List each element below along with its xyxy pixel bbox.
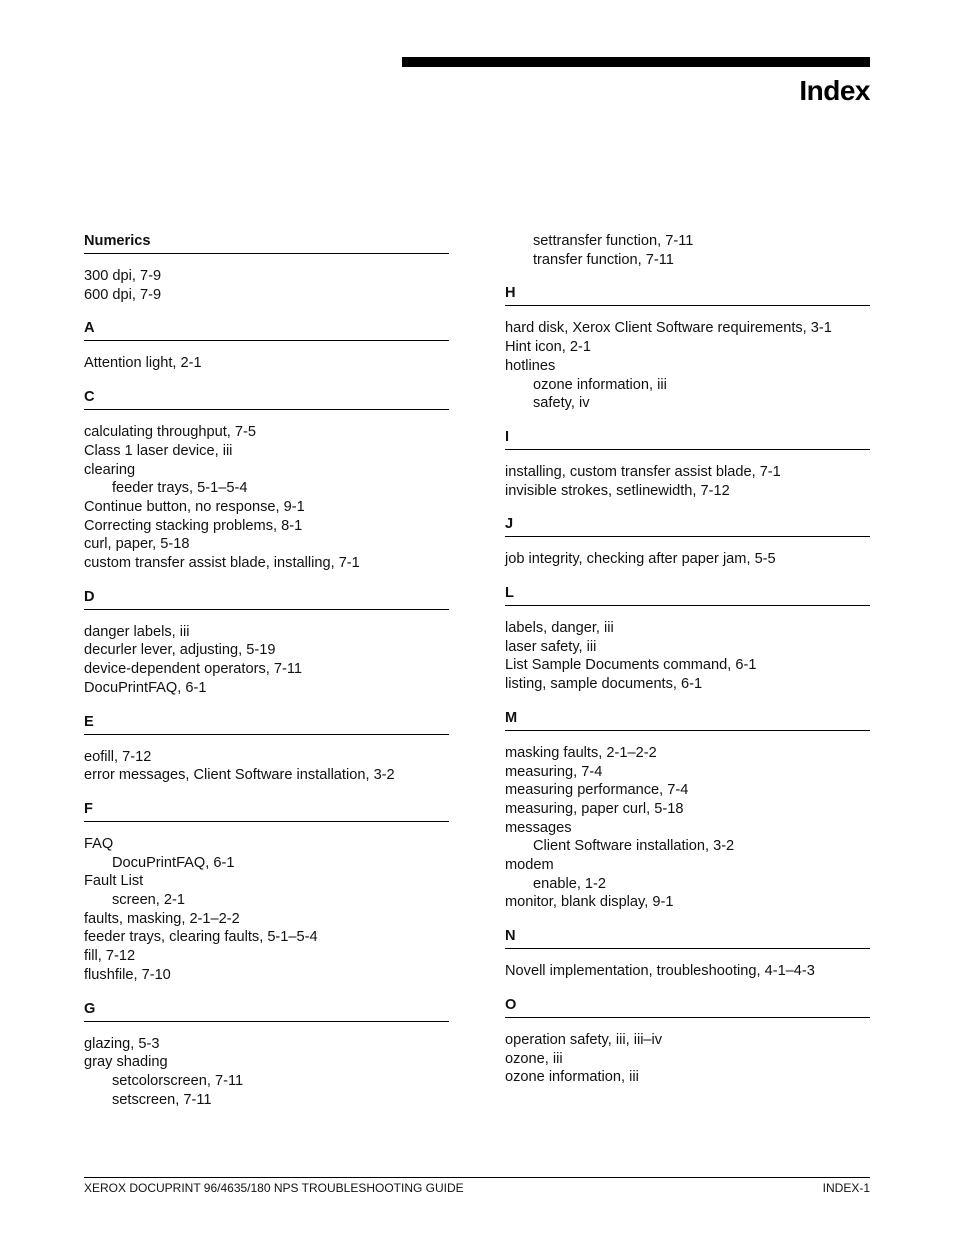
index-entry: listing, sample documents, 6-1 [505, 676, 703, 693]
section-heading: D [84, 588, 449, 610]
index-subentry: DocuPrintFAQ, 6-1 [112, 854, 235, 871]
section-heading: H [505, 284, 870, 306]
index-entry: ozone, iii [505, 1050, 563, 1067]
index-entry: labels, danger, iii [505, 620, 614, 637]
index-subentry: setcolorscreen, 7-11 [112, 1072, 244, 1089]
index-entry: 300 dpi, 7-9 [84, 268, 162, 284]
index-entry: decurler lever, adjusting, 5-19 [84, 642, 276, 659]
index-entry: 600 dpi, 7-9 [84, 286, 162, 303]
footer-document-title: XEROX DOCUPRINT 96/4635/180 NPS TROUBLESHOOTING GUIDE [84, 1181, 464, 1195]
index-section [505, 996, 870, 1087]
index-entry: Attention light, 2-1 [84, 355, 202, 372]
index-entry: messages [505, 819, 572, 836]
index-section [505, 232, 870, 269]
section-heading: I [505, 428, 870, 450]
index-entry: List Sample Documents command, 6-1 [505, 657, 757, 674]
index-entry: Correcting stacking problems, 8-1 [84, 517, 303, 534]
footer-page-number: INDEX-1 [822, 1181, 870, 1195]
section-heading: O [505, 996, 870, 1018]
index-entry: custom transfer assist blade, installing, 7-1 [84, 555, 360, 572]
index-entry: measuring performance, 7-4 [505, 782, 689, 799]
index-entry: measuring, 7-4 [505, 763, 603, 780]
index-section [84, 232, 449, 304]
index-entry: gray shading [84, 1054, 168, 1071]
index-subentry: safety, iv [533, 395, 590, 412]
index-entry: Fault List [84, 873, 144, 890]
index-section [84, 588, 449, 698]
index-entry: faults, masking, 2-1–2-2 [84, 910, 240, 927]
index-entry: feeder trays, clearing faults, 5-1–5-4 [84, 929, 318, 946]
section-heading: A [84, 319, 449, 341]
index-entry: DocuPrintFAQ, 6-1 [84, 679, 207, 696]
index-subentry: enable, 1-2 [533, 875, 607, 892]
index-column-right [505, 232, 870, 1102]
index-entry: modem [505, 857, 554, 874]
index-entry: calculating throughput, 7-5 [84, 424, 256, 441]
index-subentry: Client Software installation, 3-2 [533, 838, 735, 855]
section-heading: F [84, 800, 449, 822]
index-entry: Continue button, no response, 9-1 [84, 498, 305, 515]
footer-rule [84, 1177, 870, 1178]
index-section [505, 584, 870, 694]
index-section [505, 284, 870, 413]
index-section [84, 713, 449, 785]
section-heading: Numerics [84, 232, 449, 254]
index-entry: fill, 7-12 [84, 948, 136, 965]
index-section [84, 800, 449, 985]
index-section [505, 515, 870, 569]
index-subentry: setscreen, 7-11 [112, 1091, 212, 1108]
index-section [84, 319, 449, 373]
header-rule [402, 57, 870, 67]
index-entry: eofill, 7-12 [84, 748, 152, 765]
index-section [505, 709, 870, 912]
index-entry: glazing, 5-3 [84, 1035, 160, 1052]
index-entry: error messages, Client Software installation, 3-2 [84, 767, 395, 784]
section-heading: M [505, 709, 870, 731]
section-heading: G [84, 1000, 449, 1022]
index-entry: laser safety, iii [505, 638, 597, 655]
index-entry: Class 1 laser device, iii [84, 442, 233, 459]
index-subentry: screen, 2-1 [112, 892, 186, 909]
index-entry: masking faults, 2-1–2-2 [505, 744, 657, 761]
index-entry: measuring, paper curl, 5-18 [505, 800, 684, 817]
index-entry: curl, paper, 5-18 [84, 536, 190, 553]
index-entry: flushfile, 7-10 [84, 966, 171, 983]
index-entry: hard disk, Xerox Client Software requirements, 3-1 [505, 320, 832, 337]
index-subentry: transfer function, 7-11 [533, 251, 674, 268]
index-section [505, 927, 870, 981]
index-entry: hotlines [505, 357, 556, 374]
index-entry: job integrity, checking after paper jam, 5-5 [505, 551, 776, 568]
index-section [505, 428, 870, 500]
section-heading: E [84, 713, 449, 735]
index-section [84, 388, 449, 573]
index-entry: danger labels, iii [84, 623, 190, 640]
index-subentry: ozone information, iii [533, 376, 667, 393]
index-subentry: settransfer function, 7-11 [533, 233, 694, 249]
section-heading: L [505, 584, 870, 606]
section-heading: J [505, 515, 870, 537]
index-entry: Hint icon, 2-1 [505, 339, 591, 356]
index-entry: installing, custom transfer assist blade, 7-1 [505, 463, 781, 480]
index-entry: operation safety, iii, iii–iv [505, 1031, 663, 1048]
index-entry: device-dependent operators, 7-11 [84, 661, 302, 678]
section-heading: C [84, 388, 449, 410]
index-entry: ozone information, iii [505, 1069, 639, 1086]
index-subentry: feeder trays, 5-1–5-4 [112, 480, 248, 497]
index-entry: clearing [84, 461, 136, 478]
page-title: Index [799, 75, 870, 106]
index-entry: FAQ [84, 835, 114, 852]
index-column-left [84, 232, 449, 1124]
index-section [84, 1000, 449, 1110]
section-heading: N [505, 927, 870, 949]
index-entry: monitor, blank display, 9-1 [505, 894, 674, 911]
index-entry: invisible strokes, setlinewidth, 7-12 [505, 482, 730, 499]
index-entry: Novell implementation, troubleshooting, 4-1–4-3 [505, 963, 815, 980]
